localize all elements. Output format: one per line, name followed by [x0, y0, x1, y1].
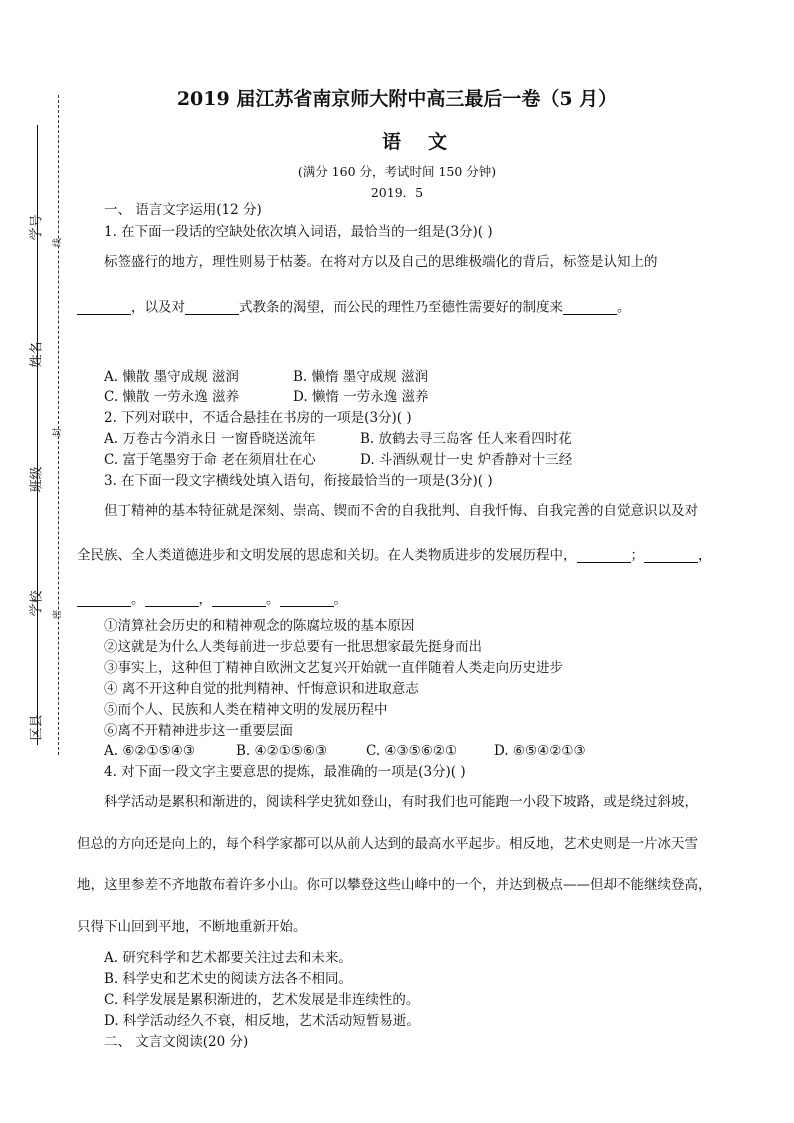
q4-option-c: C. 科学发展是累积渐进的，艺术发展是非连续性的。	[104, 992, 420, 1008]
field-district: 区县	[29, 714, 45, 741]
q2-stem: 2. 下列对联中，不适合悬挂在书房的一项是(3分)( )	[104, 410, 412, 426]
q2-option-c: C. 富于笔墨穷于命 老在须眉壮在心	[104, 452, 316, 468]
q3-stem: 3. 在下面一段文字横线处填入语句，衔接最恰当的一项是(3分)( )	[104, 473, 493, 489]
answer-blank[interactable]	[212, 592, 266, 607]
field-student-number: 学号	[29, 214, 45, 241]
q3-item-3: ③事实上，这种但丁精神自欧洲文艺复兴开始就一直伴随着人类走向历史进步	[104, 660, 563, 676]
q4-text-line3: 地，这里参差不齐地散布着许多小山。你可以攀登这些山峰中的一个，并达到极点——但却不能继续登高，	[77, 877, 712, 893]
answer-blank[interactable]	[77, 300, 131, 315]
exam-date: 2019．5	[370, 185, 424, 200]
seal-line-char: 线	[53, 237, 64, 248]
q4-option-b: B. 科学史和艺术史的阅读方法各不相同。	[104, 971, 353, 987]
q2-option-d: D. 斗酒纵观廿一史 炉香静对十三经	[360, 452, 573, 468]
exam-title: 2019 届江苏省南京师大附中高三最后一卷（5 月）	[176, 88, 618, 110]
q3-text-line3: 。 ， 。 。	[77, 592, 347, 607]
field-school: 学校	[29, 590, 45, 617]
field-class: 班级	[29, 466, 45, 493]
section1-heading: 一、 语言文字运用(12 分)	[104, 202, 262, 218]
q1-text-line2: ，以及对 式教条的渴望，而公民的理性乃至德性需要好的制度来 。	[77, 300, 631, 315]
q4-text-line2: 但总的方向还是向上的，每个科学家都可以从前人达到的最高水平起步。相反地，艺术史则是一片冰天雪	[77, 836, 698, 852]
score-info: (满分 160 分，考试时间 150 分钟)	[297, 164, 497, 179]
q1-option-c: C. 懒散 一劳永逸 滋养	[104, 389, 240, 405]
field-name: 姓名	[29, 341, 45, 368]
q2-option-b: B. 放鹤去寻三岛客 任人来看四时花	[360, 431, 572, 447]
q4-option-d: D. 科学活动经久不衰，相反地，艺术活动短暂易逝。	[104, 1013, 420, 1029]
q3-item-1: ①清算社会历史的和精神观念的陈腐垃圾的基本原因	[104, 618, 415, 634]
q4-stem: 4. 对下面一段文字主要意思的提炼，最准确的一项是(3分)( )	[104, 764, 466, 780]
answer-blank[interactable]	[577, 548, 631, 563]
seal-seal-char: 封	[53, 427, 64, 438]
answer-blank[interactable]	[280, 592, 334, 607]
q2-option-a: A. 万卷古今消永日 一窗昏晓送流年	[104, 431, 316, 447]
q4-text-line1: 科学活动是累积和渐进的，阅读科学史犹如登山，有时我们也可能跑一小段下坡路，或是绕过斜坡，	[104, 794, 698, 810]
answer-blank[interactable]	[185, 300, 239, 315]
q4-option-a: A. 研究科学和艺术都要关注过去和未来。	[104, 950, 352, 966]
q3-option-b: B. ④②①⑤⑥③	[236, 743, 328, 759]
q1-option-b: B. 懒惰 墨守成规 滋润	[293, 369, 429, 385]
q3-option-a: A. ⑥②①⑤④③	[104, 743, 195, 759]
seal-secret-char: 密	[53, 609, 64, 620]
q3-text-line2: 全民族、全人类道德进步和文明发展的思虑和关切。在人类物质进步的发展历程中， ； ，	[77, 547, 712, 564]
q3-item-5: ⑤而个人、民族和人类在精神文明的发展历程中	[104, 702, 388, 718]
answer-blank[interactable]	[644, 548, 698, 563]
q3-item-4: ④ 离不开这种自觉的批判精神、忏悔意识和进取意志	[104, 681, 419, 697]
q3-option-c: C. ④③⑤⑥②①	[366, 743, 458, 759]
q3-option-d: D. ⑥⑤④②①③	[494, 743, 586, 759]
answer-blank[interactable]	[77, 592, 131, 607]
q4-text-line4: 只得下山回到平地，不断地重新开始。	[77, 919, 307, 935]
answer-blank[interactable]	[563, 300, 617, 315]
q3-item-6: ⑥离不开精神进步这一重要层面	[104, 723, 293, 739]
answer-blank[interactable]	[145, 592, 199, 607]
q1-stem: 1. 在下面一段话的空缺处依次填入词语，最恰当的一组是(3分)( )	[104, 224, 493, 240]
q3-item-2: ②这就是为什么人类每前进一步总要有一批思想家最先挺身而出	[104, 639, 482, 655]
subject-char-2: 文	[428, 131, 448, 153]
q1-text-line1: 标签盛行的地方，理性则易于枯萎。在将对方以及自己的思维极端化的背后，标签是认知上的	[104, 254, 658, 270]
q1-option-a: A. 懒散 墨守成规 滋润	[104, 369, 239, 385]
q3-text-line1: 但丁精神的基本特征就是深刻、崇高、锲而不舍的自我批判、自我忏悔、自我完善的自觉意识以及对	[104, 503, 698, 519]
section2-heading: 二、 文言文阅读(20 分)	[104, 1034, 249, 1050]
q1-option-d: D. 懒惰 一劳永逸 滋养	[293, 389, 429, 405]
subject-char-1: 语	[382, 131, 402, 153]
